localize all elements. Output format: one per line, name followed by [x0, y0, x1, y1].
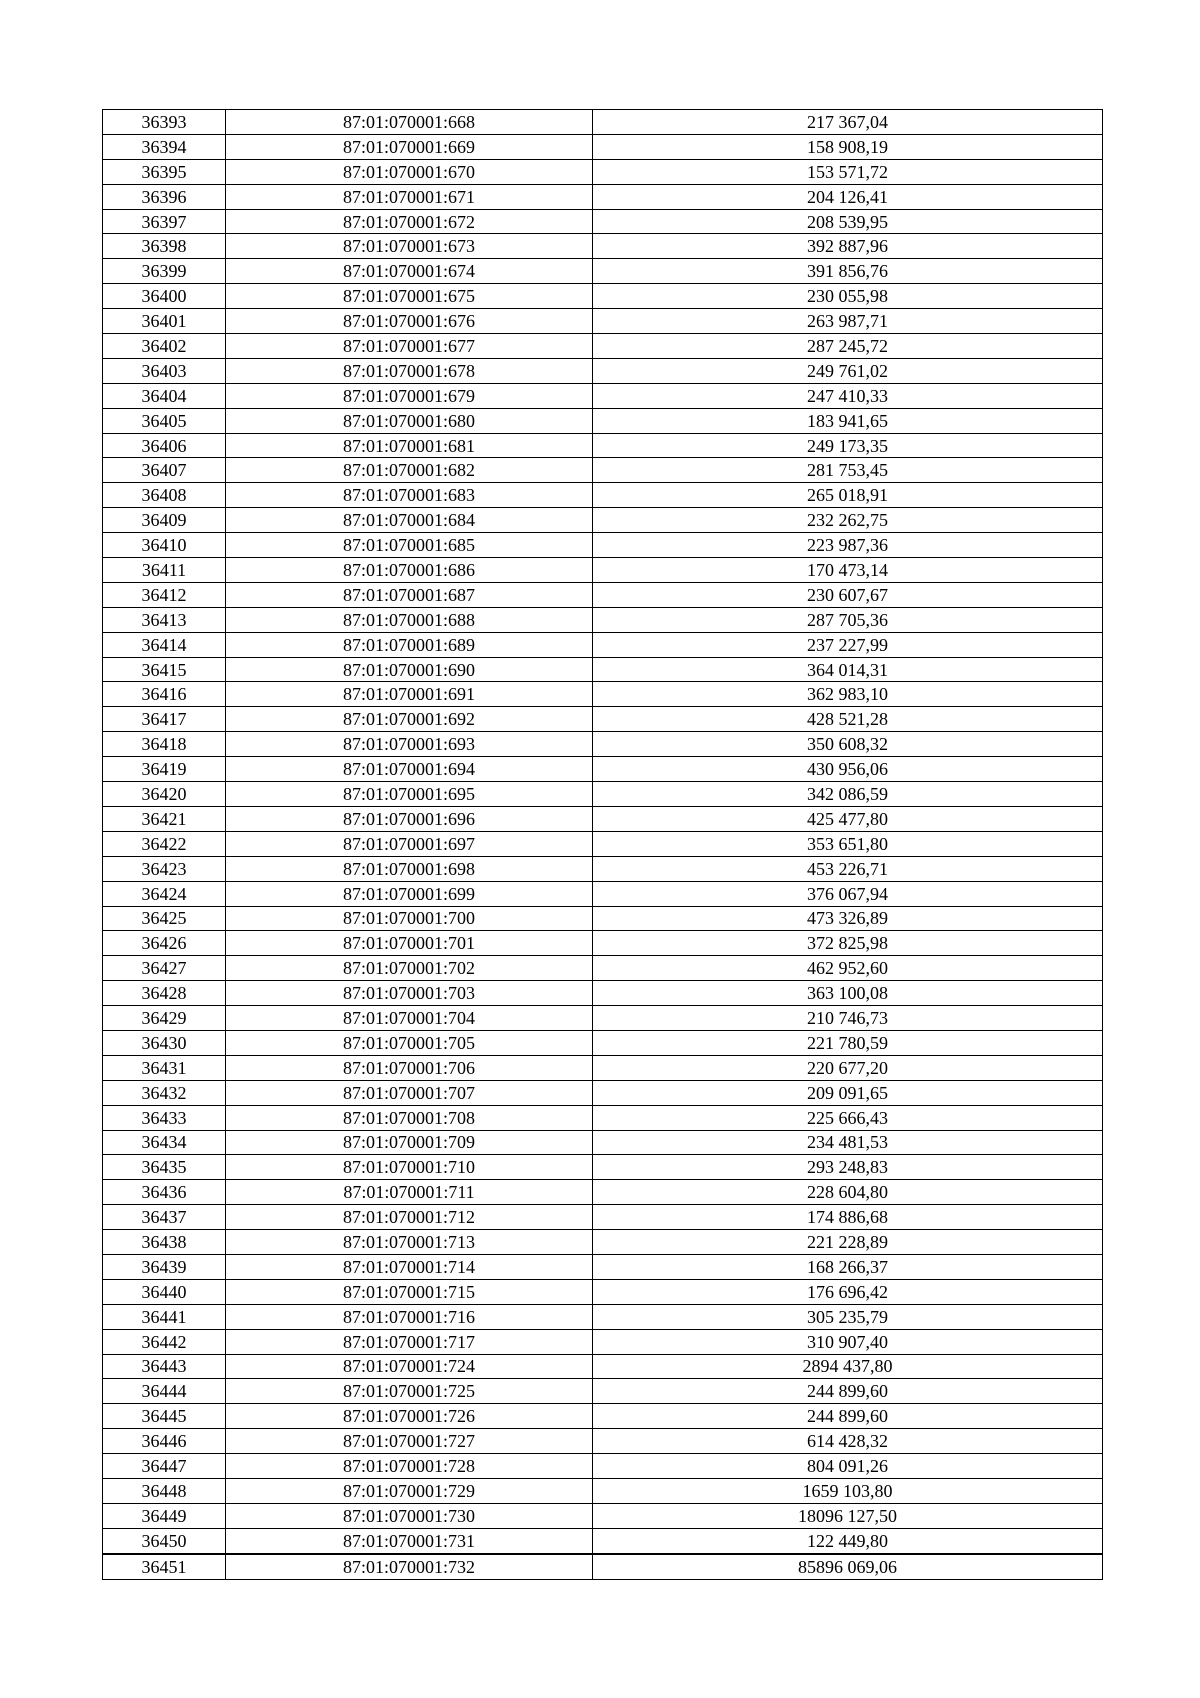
cadastral-value-cell: 287 245,72	[593, 334, 1103, 359]
cadastral-number-cell: 87:01:070001:724	[226, 1354, 593, 1379]
cadastral-number-cell: 87:01:070001:727	[226, 1429, 593, 1454]
cadastral-number-cell: 87:01:070001:687	[226, 582, 593, 607]
cadastral-value-cell: 122 449,80	[593, 1528, 1103, 1553]
cadastral-number-cell: 87:01:070001:707	[226, 1080, 593, 1105]
table-row	[103, 757, 1103, 782]
row-number-cell: 36400	[103, 284, 226, 309]
cadastral-value-cell: 363 100,08	[593, 981, 1103, 1006]
row-number-cell: 36397	[103, 209, 226, 234]
cadastral-value-cell: 293 248,83	[593, 1155, 1103, 1180]
cadastral-value-cell: 305 235,79	[593, 1304, 1103, 1329]
table-row	[103, 309, 1103, 334]
table-row	[103, 981, 1103, 1006]
row-number-cell: 36408	[103, 483, 226, 508]
cadastral-value-cell: 1659 103,80	[593, 1478, 1103, 1503]
table-row	[103, 110, 1103, 135]
row-number-cell: 36421	[103, 806, 226, 831]
table-row	[103, 234, 1103, 259]
table-row	[103, 1205, 1103, 1230]
table-row	[103, 1354, 1103, 1379]
table-row	[103, 1404, 1103, 1429]
cadastral-number-cell: 87:01:070001:690	[226, 657, 593, 682]
table-row	[103, 334, 1103, 359]
cadastral-value-cell: 18096 127,50	[593, 1503, 1103, 1528]
row-number-cell: 36416	[103, 682, 226, 707]
table-row	[103, 259, 1103, 284]
row-number-cell: 36426	[103, 931, 226, 956]
cadastral-value-cell: 263 987,71	[593, 309, 1103, 334]
table-row	[103, 1554, 1103, 1579]
cadastral-value-cell: 204 126,41	[593, 184, 1103, 209]
table-row	[103, 1030, 1103, 1055]
cadastral-value-cell: 85896 069,06	[593, 1554, 1103, 1579]
row-number-cell: 36440	[103, 1279, 226, 1304]
table-row	[103, 458, 1103, 483]
cadastral-number-cell: 87:01:070001:731	[226, 1528, 593, 1553]
table-row	[103, 284, 1103, 309]
table-row	[103, 1304, 1103, 1329]
row-number-cell: 36447	[103, 1454, 226, 1479]
row-number-cell: 36411	[103, 558, 226, 583]
cadastral-value-cell: 210 746,73	[593, 1006, 1103, 1031]
cadastral-value-cell: 217 367,04	[593, 110, 1103, 135]
cadastral-value-cell: 249 173,35	[593, 433, 1103, 458]
row-number-cell: 36442	[103, 1329, 226, 1354]
cadastral-number-cell: 87:01:070001:712	[226, 1205, 593, 1230]
cadastral-number-cell: 87:01:070001:706	[226, 1055, 593, 1080]
table-row	[103, 1230, 1103, 1255]
cadastral-value-cell: 232 262,75	[593, 508, 1103, 533]
cadastral-number-cell: 87:01:070001:693	[226, 732, 593, 757]
cadastral-value-cell: 2894 437,80	[593, 1354, 1103, 1379]
cadastral-number-cell: 87:01:070001:697	[226, 831, 593, 856]
cadastral-value-cell: 342 086,59	[593, 782, 1103, 807]
cadastral-number-cell: 87:01:070001:694	[226, 757, 593, 782]
row-number-cell: 36398	[103, 234, 226, 259]
table-row	[103, 1080, 1103, 1105]
table-row	[103, 433, 1103, 458]
row-number-cell: 36446	[103, 1429, 226, 1454]
table-row	[103, 1429, 1103, 1454]
table-row	[103, 1055, 1103, 1080]
cadastral-value-cell: 372 825,98	[593, 931, 1103, 956]
row-number-cell: 36431	[103, 1055, 226, 1080]
table-row	[103, 1454, 1103, 1479]
row-number-cell: 36399	[103, 259, 226, 284]
row-number-cell: 36393	[103, 110, 226, 135]
cadastral-value-cell: 614 428,32	[593, 1429, 1103, 1454]
table-row	[103, 533, 1103, 558]
cadastral-value-cell: 364 014,31	[593, 657, 1103, 682]
row-number-cell: 36404	[103, 383, 226, 408]
row-number-cell: 36439	[103, 1254, 226, 1279]
cadastral-number-cell: 87:01:070001:682	[226, 458, 593, 483]
row-number-cell: 36433	[103, 1105, 226, 1130]
table-row	[103, 1279, 1103, 1304]
row-number-cell: 36415	[103, 657, 226, 682]
cadastral-number-cell: 87:01:070001:710	[226, 1155, 593, 1180]
cadastral-value-cell: 425 477,80	[593, 806, 1103, 831]
cadastral-number-cell: 87:01:070001:685	[226, 533, 593, 558]
cadastral-number-cell: 87:01:070001:728	[226, 1454, 593, 1479]
table-row	[103, 707, 1103, 732]
row-number-cell: 36441	[103, 1304, 226, 1329]
cadastral-value-cell: 244 899,60	[593, 1404, 1103, 1429]
table-row	[103, 1503, 1103, 1528]
row-number-cell: 36422	[103, 831, 226, 856]
table-row	[103, 159, 1103, 184]
table-row	[103, 1528, 1103, 1553]
table-row	[103, 184, 1103, 209]
table-row	[103, 358, 1103, 383]
row-number-cell: 36434	[103, 1130, 226, 1155]
row-number-cell: 36413	[103, 607, 226, 632]
row-number-cell: 36449	[103, 1503, 226, 1528]
table-row	[103, 383, 1103, 408]
row-number-cell: 36401	[103, 309, 226, 334]
row-number-cell: 36443	[103, 1354, 226, 1379]
row-number-cell: 36444	[103, 1379, 226, 1404]
table-row	[103, 558, 1103, 583]
cadastral-value-table	[102, 109, 1103, 1580]
table-row	[103, 408, 1103, 433]
cadastral-value-cell: 225 666,43	[593, 1105, 1103, 1130]
cadastral-value-cell: 176 696,42	[593, 1279, 1103, 1304]
cadastral-value-cell: 473 326,89	[593, 906, 1103, 931]
cadastral-value-cell: 168 266,37	[593, 1254, 1103, 1279]
row-number-cell: 36425	[103, 906, 226, 931]
cadastral-value-cell: 249 761,02	[593, 358, 1103, 383]
row-number-cell: 36405	[103, 408, 226, 433]
cadastral-value-cell: 362 983,10	[593, 682, 1103, 707]
row-number-cell: 36395	[103, 159, 226, 184]
table-row	[103, 1006, 1103, 1031]
row-number-cell: 36429	[103, 1006, 226, 1031]
cadastral-number-cell: 87:01:070001:684	[226, 508, 593, 533]
row-number-cell: 36430	[103, 1030, 226, 1055]
table-row	[103, 1478, 1103, 1503]
table-row	[103, 806, 1103, 831]
row-number-cell: 36406	[103, 433, 226, 458]
row-number-cell: 36428	[103, 981, 226, 1006]
cadastral-number-cell: 87:01:070001:674	[226, 259, 593, 284]
cadastral-number-cell: 87:01:070001:705	[226, 1030, 593, 1055]
cadastral-number-cell: 87:01:070001:673	[226, 234, 593, 259]
cadastral-value-cell: 209 091,65	[593, 1080, 1103, 1105]
row-number-cell: 36403	[103, 358, 226, 383]
row-number-cell: 36420	[103, 782, 226, 807]
cadastral-number-cell: 87:01:070001:688	[226, 607, 593, 632]
table-row	[103, 956, 1103, 981]
table-row	[103, 782, 1103, 807]
row-number-cell: 36427	[103, 956, 226, 981]
cadastral-value-cell: 310 907,40	[593, 1329, 1103, 1354]
row-number-cell: 36417	[103, 707, 226, 732]
cadastral-number-cell: 87:01:070001:726	[226, 1404, 593, 1429]
cadastral-number-cell: 87:01:070001:709	[226, 1130, 593, 1155]
cadastral-number-cell: 87:01:070001:683	[226, 483, 593, 508]
cadastral-value-cell: 153 571,72	[593, 159, 1103, 184]
cadastral-number-cell: 87:01:070001:689	[226, 632, 593, 657]
cadastral-number-cell: 87:01:070001:730	[226, 1503, 593, 1528]
cadastral-number-cell: 87:01:070001:691	[226, 682, 593, 707]
cadastral-number-cell: 87:01:070001:716	[226, 1304, 593, 1329]
cadastral-value-cell: 183 941,65	[593, 408, 1103, 433]
row-number-cell: 36432	[103, 1080, 226, 1105]
cadastral-number-cell: 87:01:070001:672	[226, 209, 593, 234]
cadastral-value-cell: 223 987,36	[593, 533, 1103, 558]
row-number-cell: 36394	[103, 134, 226, 159]
cadastral-number-cell: 87:01:070001:725	[226, 1379, 593, 1404]
cadastral-number-cell: 87:01:070001:696	[226, 806, 593, 831]
cadastral-number-cell: 87:01:070001:717	[226, 1329, 593, 1354]
cadastral-value-cell: 174 886,68	[593, 1205, 1103, 1230]
cadastral-number-cell: 87:01:070001:711	[226, 1180, 593, 1205]
cadastral-number-cell: 87:01:070001:668	[226, 110, 593, 135]
cadastral-number-cell: 87:01:070001:701	[226, 931, 593, 956]
row-number-cell: 36419	[103, 757, 226, 782]
cadastral-number-cell: 87:01:070001:695	[226, 782, 593, 807]
row-number-cell: 36437	[103, 1205, 226, 1230]
cadastral-number-cell: 87:01:070001:714	[226, 1254, 593, 1279]
cadastral-number-cell: 87:01:070001:675	[226, 284, 593, 309]
cadastral-value-cell: 230 055,98	[593, 284, 1103, 309]
cadastral-value-cell: 234 481,53	[593, 1130, 1103, 1155]
cadastral-number-cell: 87:01:070001:698	[226, 856, 593, 881]
cadastral-number-cell: 87:01:070001:686	[226, 558, 593, 583]
cadastral-value-cell: 350 608,32	[593, 732, 1103, 757]
cadastral-value-cell: 228 604,80	[593, 1180, 1103, 1205]
cadastral-number-cell: 87:01:070001:700	[226, 906, 593, 931]
cadastral-number-cell: 87:01:070001:715	[226, 1279, 593, 1304]
table-row	[103, 682, 1103, 707]
cadastral-number-cell: 87:01:070001:692	[226, 707, 593, 732]
cadastral-value-cell: 237 227,99	[593, 632, 1103, 657]
table-row	[103, 607, 1103, 632]
row-number-cell: 36402	[103, 334, 226, 359]
table-row	[103, 483, 1103, 508]
cadastral-number-cell: 87:01:070001:699	[226, 881, 593, 906]
cadastral-value-cell: 221 228,89	[593, 1230, 1103, 1255]
table-body	[103, 110, 1103, 1580]
row-number-cell: 36424	[103, 881, 226, 906]
cadastral-number-cell: 87:01:070001:708	[226, 1105, 593, 1130]
table-row	[103, 657, 1103, 682]
table-row	[103, 1379, 1103, 1404]
row-number-cell: 36435	[103, 1155, 226, 1180]
cadastral-value-cell: 220 677,20	[593, 1055, 1103, 1080]
row-number-cell: 36410	[103, 533, 226, 558]
cadastral-number-cell: 87:01:070001:671	[226, 184, 593, 209]
table-row	[103, 1329, 1103, 1354]
table-row	[103, 906, 1103, 931]
cadastral-number-cell: 87:01:070001:702	[226, 956, 593, 981]
table-row	[103, 1254, 1103, 1279]
table-row	[103, 831, 1103, 856]
cadastral-number-cell: 87:01:070001:704	[226, 1006, 593, 1031]
table-row	[103, 732, 1103, 757]
cadastral-value-cell: 430 956,06	[593, 757, 1103, 782]
cadastral-value-cell: 247 410,33	[593, 383, 1103, 408]
cadastral-number-cell: 87:01:070001:729	[226, 1478, 593, 1503]
cadastral-value-cell: 287 705,36	[593, 607, 1103, 632]
cadastral-number-cell: 87:01:070001:678	[226, 358, 593, 383]
cadastral-value-cell: 376 067,94	[593, 881, 1103, 906]
table-row	[103, 1180, 1103, 1205]
row-number-cell: 36436	[103, 1180, 226, 1205]
row-number-cell: 36445	[103, 1404, 226, 1429]
cadastral-value-cell: 428 521,28	[593, 707, 1103, 732]
cadastral-value-cell: 208 539,95	[593, 209, 1103, 234]
table-row	[103, 881, 1103, 906]
row-number-cell: 36407	[103, 458, 226, 483]
cadastral-value-cell: 392 887,96	[593, 234, 1103, 259]
row-number-cell: 36418	[103, 732, 226, 757]
row-number-cell: 36450	[103, 1528, 226, 1553]
row-number-cell: 36396	[103, 184, 226, 209]
cadastral-number-cell: 87:01:070001:732	[226, 1554, 593, 1579]
table-row	[103, 134, 1103, 159]
cadastral-number-cell: 87:01:070001:703	[226, 981, 593, 1006]
table-row	[103, 582, 1103, 607]
table-row	[103, 632, 1103, 657]
cadastral-value-cell: 804 091,26	[593, 1454, 1103, 1479]
cadastral-number-cell: 87:01:070001:680	[226, 408, 593, 433]
cadastral-value-cell: 281 753,45	[593, 458, 1103, 483]
table-row	[103, 1155, 1103, 1180]
cadastral-value-cell: 230 607,67	[593, 582, 1103, 607]
row-number-cell: 36438	[103, 1230, 226, 1255]
cadastral-number-cell: 87:01:070001:713	[226, 1230, 593, 1255]
row-number-cell: 36414	[103, 632, 226, 657]
cadastral-value-cell: 462 952,60	[593, 956, 1103, 981]
row-number-cell: 36412	[103, 582, 226, 607]
cadastral-number-cell: 87:01:070001:681	[226, 433, 593, 458]
cadastral-value-cell: 170 473,14	[593, 558, 1103, 583]
table-row	[103, 508, 1103, 533]
table-row	[103, 1105, 1103, 1130]
cadastral-value-cell: 453 226,71	[593, 856, 1103, 881]
row-number-cell: 36423	[103, 856, 226, 881]
row-number-cell: 36448	[103, 1478, 226, 1503]
cadastral-number-cell: 87:01:070001:670	[226, 159, 593, 184]
table-row	[103, 1130, 1103, 1155]
cadastral-value-cell: 158 908,19	[593, 134, 1103, 159]
row-number-cell: 36409	[103, 508, 226, 533]
cadastral-value-cell: 244 899,60	[593, 1379, 1103, 1404]
table-row	[103, 931, 1103, 956]
cadastral-value-cell: 353 651,80	[593, 831, 1103, 856]
table-row	[103, 856, 1103, 881]
cadastral-number-cell: 87:01:070001:676	[226, 309, 593, 334]
cadastral-value-cell: 391 856,76	[593, 259, 1103, 284]
cadastral-value-cell: 265 018,91	[593, 483, 1103, 508]
cadastral-number-cell: 87:01:070001:669	[226, 134, 593, 159]
cadastral-value-cell: 221 780,59	[593, 1030, 1103, 1055]
cadastral-number-cell: 87:01:070001:679	[226, 383, 593, 408]
row-number-cell: 36451	[103, 1554, 226, 1579]
cadastral-number-cell: 87:01:070001:677	[226, 334, 593, 359]
table-row	[103, 209, 1103, 234]
